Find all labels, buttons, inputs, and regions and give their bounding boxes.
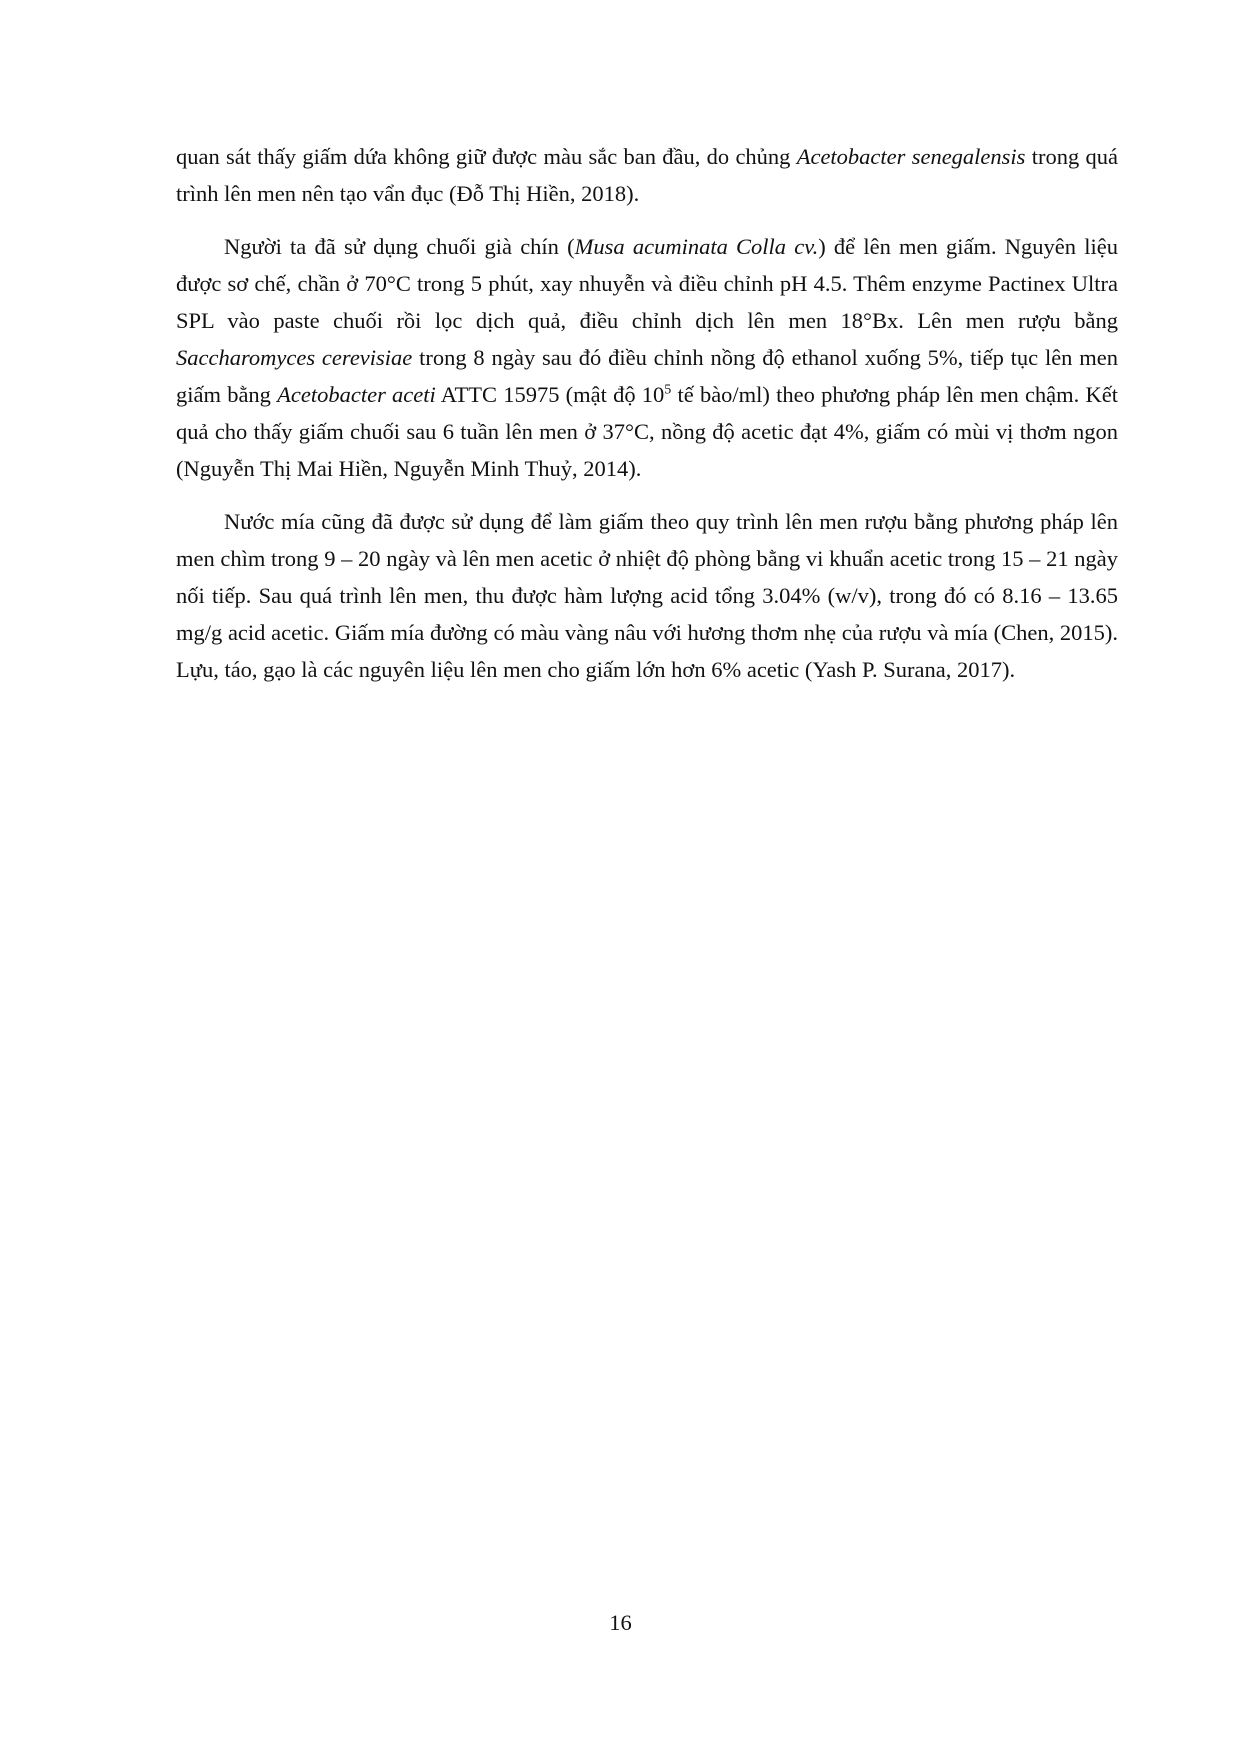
- text-run: Người ta đã sử dụng chuối già chín (: [224, 234, 575, 259]
- text-run: tế bào/ml) theo phương pháp lên men chậm. Kết quả cho thấy giấm chuối sau 6 tuần lên men ở 37°C, nồng độ acetic đạt 4%, giấm có mùi vị thơm ngon (Nguyễn Thị Mai Hiền, Nguyễn Minh Thuỷ, 2014).: [176, 382, 1118, 481]
- text-run: ) để lên men giấm. Nguyên liệu được sơ chế, chần ở 70°C trong 5 phút, xay nhuyễn và điều chỉnh pH 4.5. Thêm enzyme Pactinex Ultra SPL vào paste chuối rồi lọc dịch quả, điều chỉnh dịch lên men 18°Bx. Lên men rượu bằng: [176, 234, 1118, 333]
- species-name: Saccharomyces cerevisiae: [176, 345, 413, 370]
- species-name: Acetobacter aceti: [277, 382, 436, 407]
- text-run: trong 8 ngày sau đó điều chỉnh nồng độ ethanol xuống 5%, tiếp tục lên men giấm bằng: [176, 345, 1118, 407]
- text-run: trong quá trình lên men nên tạo vẩn đục (Đỗ Thị Hiền, 2018).: [176, 144, 1118, 206]
- paragraph-continuation: [176, 138, 1118, 212]
- superscript-exponent: 5: [664, 382, 672, 398]
- paragraph-sugarcane-vinegar: [176, 503, 1118, 688]
- body-text: [176, 138, 1118, 704]
- page-number: 16: [609, 1610, 632, 1635]
- paragraph-banana-vinegar: [176, 228, 1118, 487]
- text-run: quan sát thấy giấm dứa không giữ được màu sắc ban đầu, do chủng: [176, 144, 797, 169]
- species-name: Musa acuminata Colla cv.: [574, 234, 819, 259]
- text-run: ATTC 15975 (mật độ 10: [435, 382, 665, 407]
- text-run: Nước mía cũng đã được sử dụng để làm giấm theo quy trình lên men rượu bằng phương pháp lên men chìm trong 9 – 20 ngày và lên men acetic ở nhiệt độ phòng bằng vi khuẩn acetic trong 15 – 21 ngày nối tiếp. Sau quá trình lên men, thu được hàm lượng acid tổng 3.04% (w/v), trong đó có 8.16 – 13.65 mg/g acid acetic. Giấm mía đường có màu vàng nâu với hương thơm nhẹ của rượu và mía (Chen, 2015). Lựu, táo, gạo là các nguyên liệu lên men cho giấm lớn hơn 6% acetic (Yash P. Surana, 2017).: [176, 509, 1118, 682]
- species-name: Acetobacter senegalensis: [796, 144, 1026, 169]
